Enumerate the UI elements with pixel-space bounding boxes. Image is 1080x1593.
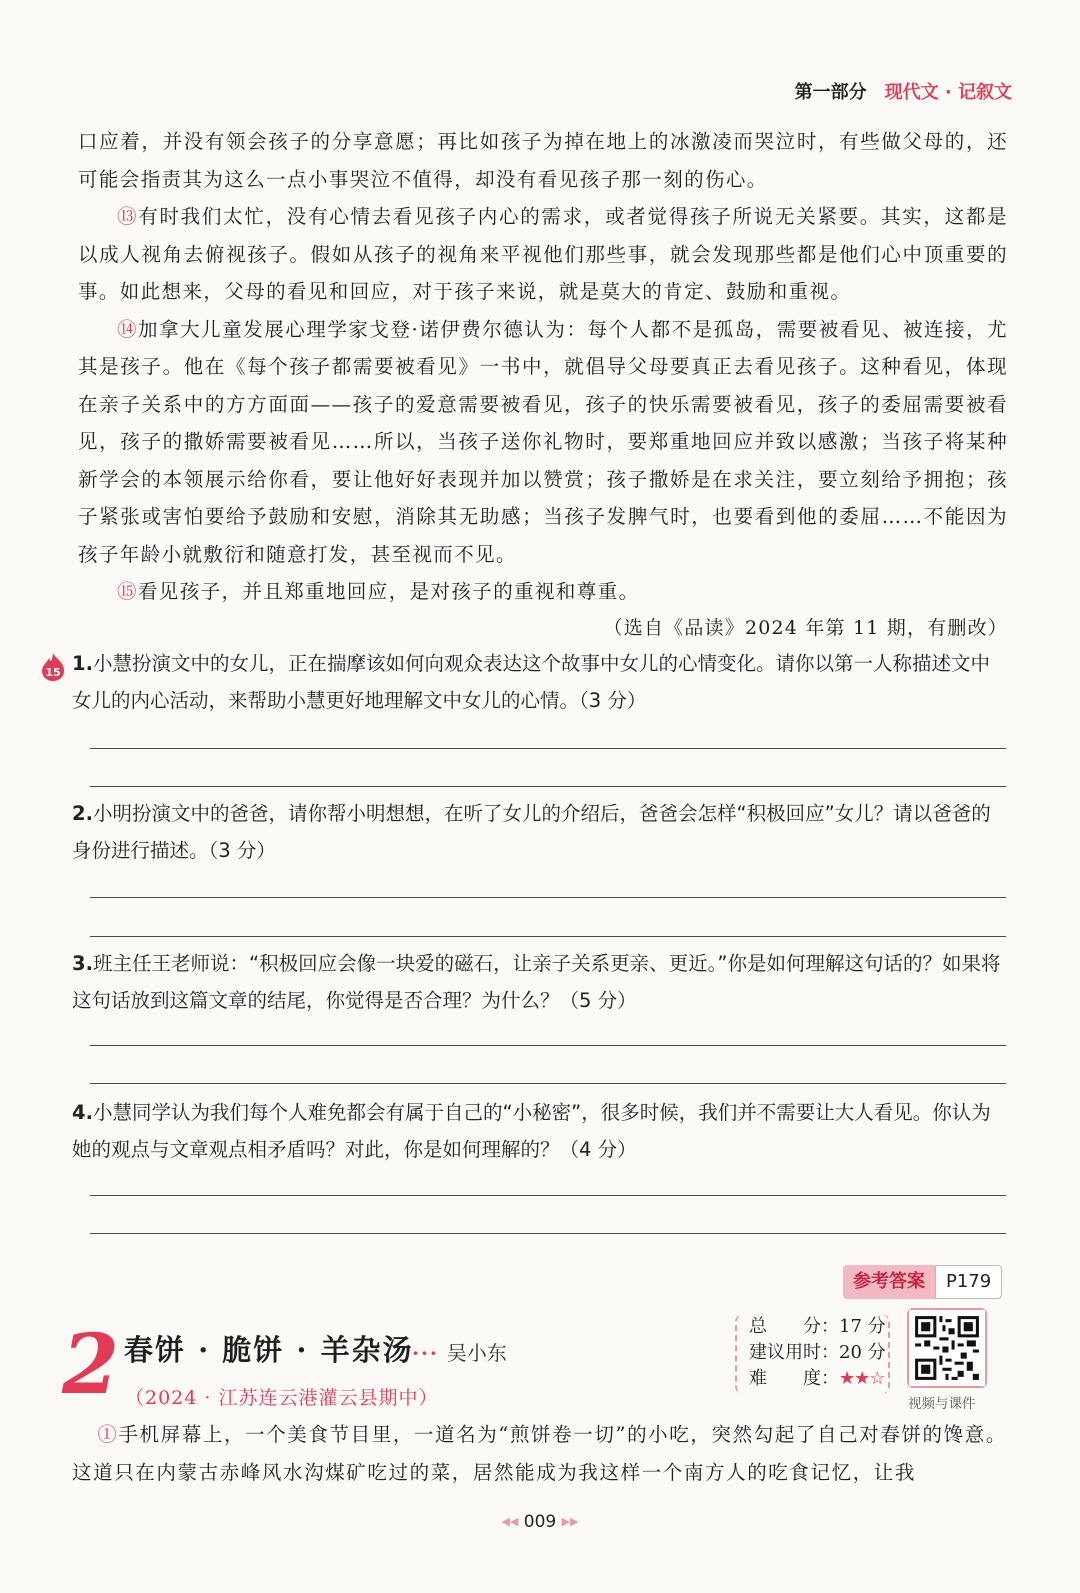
paragraph-text: 加拿大儿童发展心理学家戈登·诺伊费尔德认为：每个人都不是孤岛，需要被看见、被连接，尤其是孩子。他在《每个孩子都需要被看见》一书中，就倡导父母要真正去看见孩子。这种看见，体现在亲子关系中的方方面面——孩子的爱意需要被看见，孩子的快乐需要被看见，孩子的委屈需要被看见，孩子的撒娇需要被看见……所以，当孩子送你礼物时，要郑重地回应并致以感激；当孩子将某种新学会的本领展示给你看，要让他好好表现并加以赞赏；孩子撒娇是在求关注，要立刻给予拥抱；孩子紧张或害怕要给予鼓励和安慰，消除其无助感；当孩子发脾气时，也要看到他的委屈……不能因为孩子年龄小就敷衍和随意打发，甚至视而不见。 [78, 317, 1009, 566]
answer-page: P179 [935, 1265, 1002, 1299]
exam-origin: （2024 · 江苏连云港灌云县期中） [125, 1387, 439, 1409]
badge-number: 15 [45, 666, 61, 679]
answer-line[interactable] [90, 936, 1006, 937]
suggested-time [749, 1340, 888, 1366]
answer-line[interactable] [90, 748, 1006, 749]
answer-line[interactable] [90, 1083, 1006, 1084]
page-number-text: 009 [523, 1512, 557, 1532]
question-number: 3. [72, 952, 93, 975]
section-label: 现代文 · 记叙文 [884, 82, 1012, 103]
score-info-box [735, 1314, 890, 1394]
question-number: 4. [72, 1101, 93, 1124]
paragraph-continued: 口应着，并没有领会孩子的分享意愿；再比如孩子为掉在地上的冰激凌而哭泣时，有些做父母的，还可能会指责其为这么一点小事哭泣不值得，却没有看见孩子那一刻的伤心。 [78, 130, 1008, 191]
time-label: 建议用时： [749, 1342, 839, 1363]
answer-line[interactable] [90, 786, 1006, 787]
paragraph-text: 手机屏幕上，一个美食节目里，一道名为“煎饼卷一切”的小吃，突然勾起了自己对春饼的馋意。这道只在内蒙古赤峰风水沟煤矿吃过的菜，居然能成为我这样一个南方人的吃食记忆，让我 [72, 1423, 1007, 1484]
time-value: 20 分 [839, 1342, 886, 1363]
flame-badge-icon [40, 652, 66, 682]
question-1 [72, 645, 1007, 719]
qr-code-icon[interactable] [907, 1308, 987, 1388]
question-text: 小慧同学认为我们每个人难免都会有属于自己的“小秘密”，很多时候，我们并不需要让大人看见。你认为她的观点与文章观点相矛盾吗？对此，你是如何理解的？（4 分） [72, 1101, 991, 1161]
article-passage [72, 1416, 1007, 1491]
reading-passage [78, 123, 1008, 611]
total-score [749, 1314, 888, 1340]
source-citation: （选自《品读》2024 年第 11 期，有删改） [603, 617, 1008, 639]
question-text: 班主任王老师说：“积极回应会像一块爱的磁石，让亲子关系更亲、更近。”你是如何理解这句话的？如果将这句话放到这篇文章的结尾，你觉得是否合理？为什么？（5 分） [72, 952, 1001, 1012]
qr-caption: 视频与课件 [908, 1396, 976, 1412]
section-number: 2 [62, 1317, 120, 1413]
question-3 [72, 945, 1007, 1019]
question-text: 小明扮演文中的爸爸，请你帮小明想想，在听了女儿的介绍后，爸爸会怎样“积极回应”女儿？请以爸爸的身份进行描述。（3 分） [72, 802, 991, 862]
question-4 [72, 1094, 1007, 1168]
paragraph-14 [78, 311, 1008, 574]
paragraph-15 [78, 573, 1008, 611]
difficulty-label: 难 度： [749, 1368, 839, 1389]
paragraph-number: ⑬ [117, 205, 139, 228]
question-number: 2. [72, 802, 93, 825]
article-author [412, 1337, 507, 1366]
page-number [0, 1512, 1080, 1532]
article-title: 春饼 · 脆饼 · 羊杂汤 [124, 1333, 414, 1367]
paragraph-1 [72, 1416, 1007, 1491]
author-name: 吴小东 [446, 1341, 507, 1365]
paragraph-number: ① [97, 1423, 119, 1446]
page-header [795, 78, 1012, 104]
answer-reference[interactable] [843, 1265, 1002, 1299]
total-label: 总 分： [749, 1316, 839, 1337]
question-2 [72, 795, 1007, 869]
left-arrows-icon: ◀◀ [501, 1515, 519, 1528]
question-text: 小慧扮演文中的女儿，正在揣摩该如何向观众表达这个故事中女儿的心情变化。请你以第一人称描述文中女儿的内心活动，来帮助小慧更好地理解文中女儿的心情。（3 分） [72, 652, 990, 712]
difficulty [749, 1366, 888, 1392]
answer-line[interactable] [90, 1233, 1006, 1234]
paragraph-text: 看见孩子，并且郑重地回应，是对孩子的重视和尊重。 [137, 580, 640, 603]
author-dots: ··· [412, 1341, 439, 1365]
right-arrows-icon: ▶▶ [561, 1515, 579, 1528]
answer-line[interactable] [90, 897, 1006, 898]
answer-line[interactable] [90, 1195, 1006, 1196]
paragraph-number: ⑭ [117, 317, 139, 341]
difficulty-stars: ★★☆ [839, 1368, 885, 1389]
paragraph-text: 有时我们太忙，没有心情去看见孩子内心的需求，或者觉得孩子所说无关紧要。其实，这都是以成人视角去俯视孩子。假如从孩子的视角来平视他们那些事，就会发现那些都是他们心中顶重要的事。如此想来，父母的看见和回应，对于孩子来说，就是莫大的肯定、鼓励和重视。 [78, 205, 1009, 303]
paragraph-number: ⑮ [117, 580, 138, 603]
paragraph-13 [78, 198, 1008, 311]
answer-label: 参考答案 [843, 1265, 935, 1299]
part-label: 第一部分 [794, 82, 867, 103]
answer-line[interactable] [90, 1045, 1006, 1046]
total-value: 17 分 [839, 1316, 886, 1337]
question-number: 1. [72, 652, 93, 675]
